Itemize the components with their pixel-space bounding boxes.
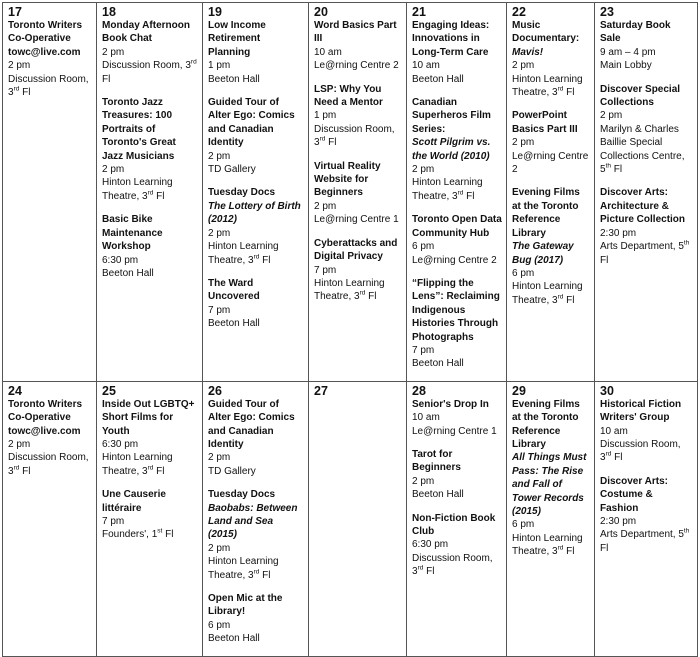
event-location: Le@rning Centre 1	[412, 425, 497, 437]
event-time: 6:30 pm	[102, 254, 139, 266]
event-title: Discover Arts: Costume & Fashion	[600, 475, 668, 514]
event-item	[600, 475, 693, 555]
day-number: 26	[208, 383, 222, 398]
event-location: Discussion Room, 3rd Fl	[412, 552, 493, 578]
event-subtitle: All Things Must Pass: The Rise and Fall of Tower Records (2015)	[512, 452, 587, 517]
event-location: Beeton Hall	[412, 73, 464, 85]
event-location: Le@rning Centre 2	[412, 254, 497, 266]
event-item	[208, 592, 304, 646]
event-time: 7 pm	[412, 344, 435, 356]
event-time: 1 pm	[314, 110, 337, 122]
event-title: Toronto Open Data Community Hub	[412, 214, 502, 239]
event-time: 2 pm	[208, 227, 231, 239]
event-title: The Ward Uncovered	[208, 277, 260, 303]
day-number: 24	[8, 383, 22, 398]
event-time: 2 pm	[600, 110, 623, 122]
event-location: Arts Department, 5th Fl	[600, 528, 690, 554]
event-item	[600, 186, 693, 266]
event-location: Discussion Room, 3rd Fl	[8, 452, 89, 477]
event-time: 2:30 pm	[600, 227, 637, 239]
week-row	[3, 381, 698, 656]
event-time: 2 pm	[8, 60, 31, 72]
day-cell	[309, 3, 407, 382]
event-time: 2:30 pm	[600, 516, 637, 527]
day-number: 17	[8, 5, 22, 19]
event-title: PowerPoint Basics Part III	[512, 110, 578, 135]
day-number: 21	[412, 5, 426, 19]
event-time: 6 pm	[512, 519, 535, 531]
ordinal-suffix: rd	[557, 544, 564, 552]
day-number: 23	[600, 5, 614, 19]
event-title: Tarot for Beginners	[412, 448, 461, 474]
event-title: Une Causerie littéraire	[102, 489, 166, 514]
event-location: Le@rning Centre 2	[314, 60, 399, 72]
event-title: Canadian Superheros Film Series:	[412, 97, 491, 135]
event-time: 2 pm	[102, 46, 125, 58]
event-item	[512, 19, 590, 99]
event-location: Hinton Learning Theatre, 3rd Fl	[102, 177, 173, 202]
day-number: 25	[102, 383, 116, 398]
event-location: Hinton Learning Theatre, 3rd Fl	[412, 177, 483, 202]
day-number: 19	[208, 5, 222, 19]
event-title: Tuesday Docs	[208, 489, 276, 501]
event-title: Guided Tour of Alter Ego: Comics and Canadian Identity	[208, 398, 295, 450]
event-item	[8, 19, 92, 99]
event-time: 2 pm	[314, 200, 337, 212]
event-title: Tuesday Docs	[208, 187, 276, 199]
event-time: 7 pm	[102, 516, 125, 527]
event-location: Beeton Hall	[412, 489, 464, 501]
day-cell	[309, 381, 407, 656]
event-time: 7 pm	[314, 264, 337, 276]
event-subtitle: The Lottery of Birth (2012)	[208, 200, 301, 226]
event-item	[600, 398, 693, 465]
event-title: Open Mic at the Library!	[208, 593, 283, 618]
day-number: 29	[512, 383, 526, 398]
event-location: Discussion Room, 3rd Fl	[8, 73, 89, 99]
event-item	[102, 19, 198, 86]
event-location: Hinton Learning Theatre, 3rd Fl	[512, 532, 583, 558]
event-location: Discussion Room, 3rd Fl	[314, 123, 395, 149]
event-item	[208, 186, 304, 266]
event-location: Hinton Learning Theatre, 3rd Fl	[512, 73, 583, 99]
event-location: TD Gallery	[208, 465, 256, 477]
event-item	[102, 398, 198, 478]
event-time: 2 pm	[412, 164, 435, 176]
event-title: Senior's Drop In	[412, 398, 489, 410]
ordinal-suffix: th	[605, 162, 611, 170]
event-title: Toronto Writers Co-Operative towc@live.com	[8, 398, 83, 437]
event-item	[314, 237, 402, 304]
ordinal-suffix: rd	[253, 253, 260, 261]
ordinal-suffix: rd	[417, 564, 424, 572]
ordinal-suffix: rd	[457, 189, 464, 197]
day-cell	[3, 3, 97, 382]
event-location: Hinton Learning Theatre, 3rd Fl	[208, 556, 279, 581]
event-time: 6 pm	[208, 619, 231, 631]
day-number: 30	[600, 383, 614, 398]
ordinal-suffix: rd	[13, 464, 20, 472]
event-title: Basic Bike Maintenance Workshop	[102, 214, 163, 253]
event-title: Saturday Book Sale	[600, 20, 671, 45]
event-item	[8, 398, 92, 478]
event-location: Beeton Hall	[208, 73, 260, 85]
event-location: Hinton Learning Theatre, 3rd Fl	[208, 241, 279, 266]
event-location: Founders', 1st Fl	[102, 528, 174, 541]
event-time: 10 am	[600, 425, 628, 437]
event-title: Non-Fiction Book Club	[412, 512, 496, 537]
event-location: Marilyn & Charles Baillie Special Collections Centre, 5th Fl	[600, 123, 685, 176]
event-title: “Flipping the Lens”: Reclaiming Indigenous Histories Through Photographs	[412, 277, 500, 343]
event-location: Le@rning Centre 1	[314, 214, 399, 226]
event-time: 6:30 pm	[102, 438, 139, 450]
ordinal-suffix: rd	[253, 568, 260, 576]
ordinal-suffix: rd	[190, 58, 197, 66]
event-location: Main Lobby	[600, 60, 652, 72]
event-item	[412, 19, 502, 86]
event-time: 9 am – 4 pm	[600, 46, 656, 58]
event-item	[600, 19, 693, 73]
event-item	[512, 186, 590, 307]
event-title: Toronto Jazz Treasures: 100 Portraits of Toronto's Great Jazz Musicians	[102, 97, 176, 162]
week-row	[3, 3, 698, 382]
ordinal-suffix: rd	[147, 189, 154, 197]
event-title: Discover Arts: Architecture & Picture Collection	[600, 187, 686, 226]
ordinal-suffix: rd	[605, 451, 612, 459]
ordinal-suffix: rd	[359, 289, 366, 297]
event-time: 6 pm	[412, 241, 435, 253]
event-item	[412, 448, 502, 502]
event-title: Guided Tour of Alter Ego: Comics and Canadian Identity	[208, 97, 295, 149]
event-title: LSP: Why You Need a Mentor	[314, 83, 383, 109]
event-subtitle: Scott Pilgrim vs. the World (2010)	[412, 137, 491, 162]
event-time: 7 pm	[208, 304, 231, 316]
event-time: 2 pm	[102, 164, 125, 176]
event-title: Engaging Ideas: Innovations in Long-Term Care	[412, 20, 490, 58]
event-location: Beeton Hall	[208, 633, 260, 645]
event-location: Discussion Room, 3rd Fl	[600, 438, 681, 464]
event-item	[208, 19, 304, 86]
day-cell	[407, 3, 507, 382]
event-item	[208, 398, 304, 478]
event-item	[412, 398, 502, 438]
event-item	[208, 488, 304, 582]
event-title: Low Income Retirement Planning	[208, 20, 266, 58]
event-subtitle: Mavis!	[512, 46, 544, 58]
event-item	[102, 213, 198, 280]
event-item	[314, 83, 402, 150]
day-cell	[595, 3, 698, 382]
event-subtitle: Baobabs: Between Land and Sea (2015)	[208, 502, 298, 541]
event-time: 6 pm	[512, 267, 535, 279]
day-cell	[97, 381, 203, 656]
day-cell	[203, 3, 309, 382]
event-time: 2 pm	[208, 542, 231, 554]
event-time: 2 pm	[512, 137, 535, 149]
event-time: 2 pm	[8, 438, 31, 450]
day-number: 28	[412, 383, 426, 398]
ordinal-suffix: rd	[13, 85, 20, 93]
event-time: 2 pm	[208, 150, 231, 162]
ordinal-suffix: th	[683, 528, 690, 536]
day-number: 27	[314, 383, 328, 398]
event-title: Word Basics Part III	[314, 20, 397, 45]
day-cell	[407, 381, 507, 656]
event-title: Music Documentary:	[512, 20, 580, 45]
day-number: 18	[102, 5, 116, 19]
event-title: Virtual Reality Website for Beginners	[314, 160, 381, 199]
event-item	[412, 512, 502, 579]
event-time: 2 pm	[412, 475, 435, 487]
day-cell	[97, 3, 203, 382]
event-location: Le@rning Centre 2	[512, 150, 589, 176]
event-time: 2 pm	[208, 452, 231, 464]
day-cell	[203, 381, 309, 656]
event-location: Arts Department, 5th Fl	[600, 239, 690, 266]
event-location: Hinton Learning Theatre, 3rd Fl	[512, 281, 583, 306]
calendar-grid	[2, 2, 698, 657]
event-location: TD Gallery	[208, 164, 256, 176]
event-time: 10 am	[412, 60, 440, 72]
event-time: 2 pm	[512, 60, 535, 72]
day-number: 20	[314, 5, 328, 19]
event-time: 6:30 pm	[412, 539, 449, 551]
event-item	[102, 488, 198, 542]
event-item	[412, 213, 502, 267]
day-cell	[595, 381, 698, 656]
event-time: 10 am	[314, 46, 342, 58]
event-item	[208, 96, 304, 176]
event-location: Beeton Hall	[412, 358, 464, 370]
event-location: Hinton Learning Theatre, 3rd Fl	[314, 277, 385, 303]
day-number: 22	[512, 5, 526, 19]
ordinal-suffix: th	[683, 239, 690, 247]
event-location: Beeton Hall	[102, 267, 154, 279]
day-cell	[507, 381, 595, 656]
event-item	[512, 109, 590, 176]
day-cell	[507, 3, 595, 382]
event-title: Inside Out LGBTQ+ Short Films for Youth	[102, 398, 195, 437]
event-item	[412, 277, 502, 371]
event-title: Monday Afternoon Book Chat	[102, 20, 190, 45]
event-item	[512, 398, 590, 559]
event-item	[600, 83, 693, 177]
event-location: Hinton Learning Theatre, 3rd Fl	[102, 452, 173, 477]
event-subtitle: The Gateway Bug (2017)	[512, 241, 574, 266]
ordinal-suffix: rd	[557, 85, 564, 93]
event-item	[314, 19, 402, 73]
event-title: Evening Films at the Toronto Reference Library	[512, 187, 580, 239]
event-time: 10 am	[412, 412, 440, 424]
event-item	[102, 96, 198, 203]
ordinal-suffix: rd	[147, 464, 154, 472]
event-item	[208, 277, 304, 331]
day-cell	[3, 381, 97, 656]
event-title: Toronto Writers Co-Operative towc@live.com	[8, 20, 83, 58]
event-location: Discussion Room, 3rd Fl	[102, 58, 197, 85]
event-title: Discover Special Collections	[600, 83, 681, 109]
ordinal-suffix: st	[157, 528, 163, 536]
event-title: Evening Films at the Toronto Reference Library	[512, 398, 580, 450]
ordinal-suffix: rd	[557, 293, 564, 301]
ordinal-suffix: rd	[319, 135, 326, 143]
event-title: Historical Fiction Writers' Group	[600, 398, 682, 424]
event-item	[314, 160, 402, 227]
event-time: 1 pm	[208, 60, 231, 72]
event-location: Beeton Hall	[208, 318, 260, 330]
event-item	[412, 96, 502, 203]
event-title: Cyberattacks and Digital Privacy	[314, 237, 398, 263]
